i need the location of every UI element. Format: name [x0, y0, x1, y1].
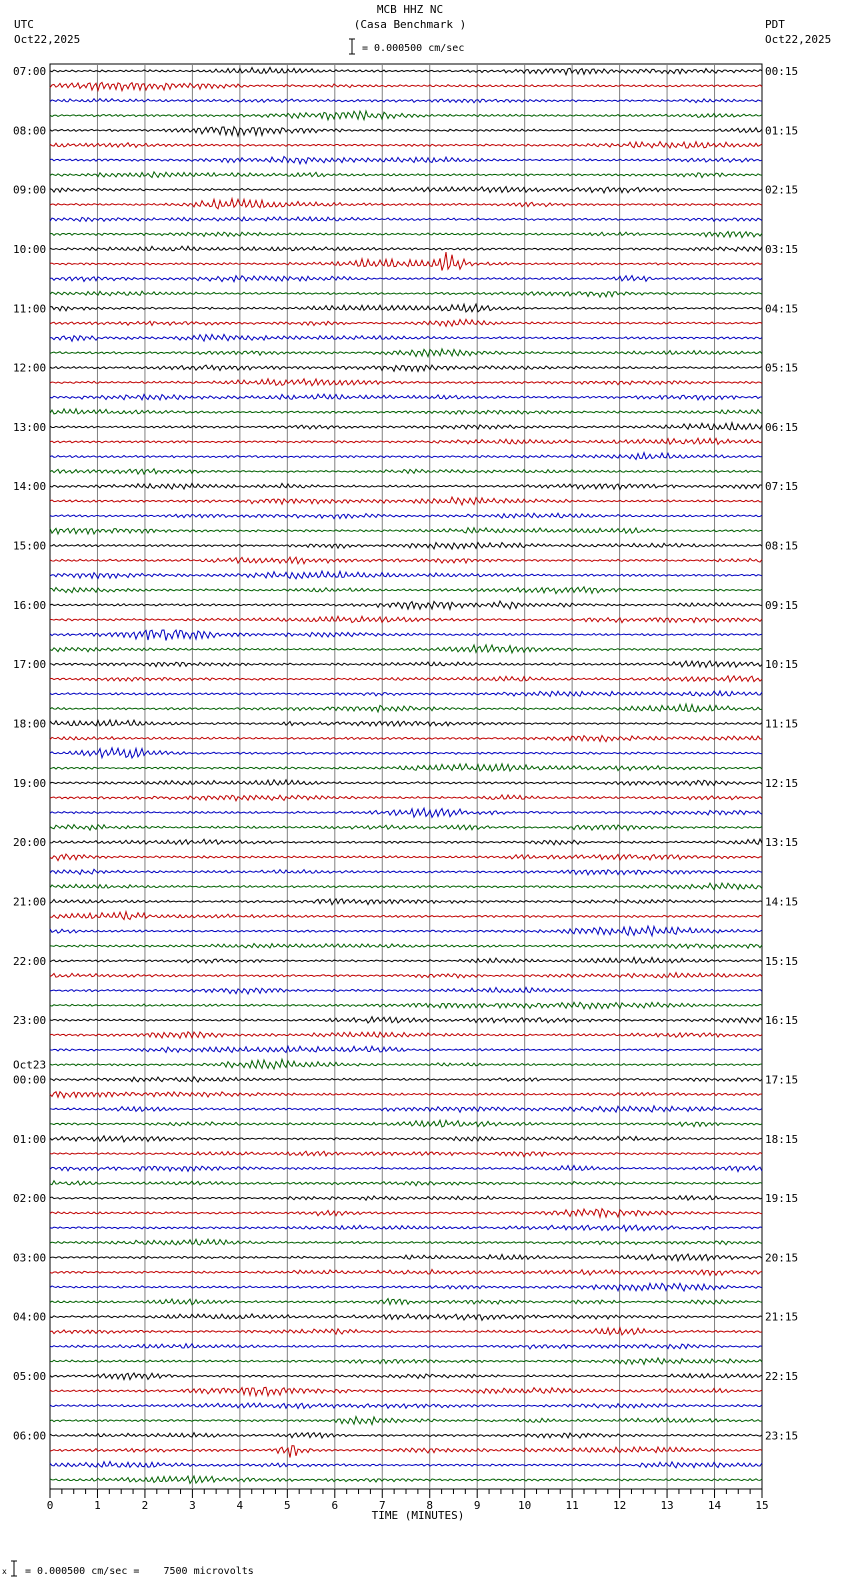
right-hour-label: 08:15	[765, 539, 799, 553]
trace-52	[50, 839, 762, 845]
x-tick-label: 11	[565, 1499, 579, 1512]
trace-17	[50, 319, 762, 326]
left-date: Oct22,2025	[14, 33, 81, 46]
trace-33	[50, 557, 762, 564]
x-tick-label: 4	[236, 1499, 244, 1512]
trace-66	[50, 1046, 762, 1052]
trace-19	[50, 349, 762, 357]
left-hour-label: 20:00	[13, 836, 47, 850]
trace-82	[50, 1283, 762, 1291]
trace-79	[50, 1239, 762, 1245]
x-tick-label: 0	[46, 1499, 54, 1512]
x-tick-label: 14	[707, 1499, 722, 1512]
right-hour-label: 07:15	[765, 480, 799, 494]
right-hour-label: 10:15	[765, 658, 799, 672]
trace-73	[50, 1151, 762, 1157]
trace-5	[50, 142, 762, 148]
right-hour-label: 20:15	[765, 1251, 799, 1265]
trace-31	[50, 528, 762, 534]
trace-25	[50, 438, 762, 444]
site-name: (Casa Benchmark )	[353, 18, 467, 31]
right-hour-label: 15:15	[765, 954, 799, 968]
left-hour-label: 11:00	[13, 302, 47, 316]
trace-95	[50, 1476, 762, 1483]
right-hour-label: 01:15	[765, 124, 799, 138]
trace-50	[50, 808, 762, 817]
trace-3	[50, 111, 762, 120]
trace-64	[50, 1017, 762, 1023]
trace-59	[50, 944, 762, 949]
left-hour-label: 09:00	[13, 183, 47, 197]
trace-92	[50, 1433, 762, 1438]
trace-45	[50, 736, 762, 742]
right-hour-label: 22:15	[765, 1370, 799, 1384]
trace-80	[50, 1254, 762, 1261]
left-hour-label: 07:00	[13, 65, 47, 78]
trace-51	[50, 825, 762, 831]
trace-18	[50, 334, 762, 341]
trace-8	[50, 187, 762, 193]
x-tick-label: 1	[94, 1499, 101, 1512]
trace-10	[50, 217, 762, 222]
trace-0	[50, 67, 762, 74]
day-change-label: Oct23	[13, 1058, 47, 1072]
right-hour-label: 21:15	[765, 1310, 799, 1324]
trace-60	[50, 957, 762, 963]
left-hour-label: 19:00	[13, 776, 47, 790]
plot-frame	[50, 64, 762, 1489]
left-hour-label: 15:00	[13, 539, 47, 553]
right-hour-label: 03:15	[765, 242, 799, 256]
trace-54	[50, 869, 762, 875]
trace-62	[50, 987, 762, 994]
trace-71	[50, 1120, 762, 1127]
x-tick-label: 15	[755, 1499, 769, 1512]
trace-13	[50, 252, 762, 270]
right-hour-label: 23:15	[765, 1429, 799, 1443]
trace-22	[50, 394, 762, 400]
left-hour-label: 22:00	[13, 954, 47, 968]
trace-36	[50, 601, 762, 609]
left-hour-label: 21:00	[13, 895, 47, 909]
trace-11	[50, 232, 762, 238]
trace-29	[50, 497, 762, 505]
left-timezone: UTC	[14, 18, 34, 31]
left-hour-label: 06:00	[13, 1429, 47, 1443]
trace-58	[50, 926, 762, 936]
trace-87	[50, 1358, 762, 1364]
trace-12	[50, 246, 762, 251]
right-hour-label: 04:15	[765, 302, 799, 316]
x-tick-label: 3	[189, 1499, 196, 1512]
right-hour-label: 16:15	[765, 1014, 799, 1028]
trace-24	[50, 423, 762, 430]
right-hour-label: 11:15	[765, 717, 799, 731]
left-hour-label: 05:00	[13, 1370, 47, 1384]
trace-47	[50, 764, 762, 771]
x-tick-label: 5	[284, 1499, 291, 1512]
trace-14	[50, 276, 762, 282]
left-hour-label: 10:00	[13, 242, 47, 256]
trace-81	[50, 1269, 762, 1275]
trace-70	[50, 1106, 762, 1112]
left-hour-label: 17:00	[13, 658, 47, 672]
left-hour-label: 18:00	[13, 717, 47, 731]
trace-34	[50, 571, 762, 579]
trace-53	[50, 854, 762, 861]
trace-91	[50, 1417, 762, 1425]
trace-67	[50, 1059, 762, 1069]
corner-mark: x	[2, 1567, 7, 1576]
trace-90	[50, 1403, 762, 1408]
right-timezone: PDT	[765, 18, 785, 31]
left-hour-label: 13:00	[13, 420, 47, 434]
right-hour-label: 05:15	[765, 361, 799, 375]
trace-42	[50, 691, 762, 697]
right-hour-label: 13:15	[765, 836, 799, 850]
trace-9	[50, 199, 762, 209]
trace-69	[50, 1092, 762, 1098]
trace-15	[50, 291, 762, 297]
trace-84	[50, 1314, 762, 1320]
right-hour-label: 14:15	[765, 895, 799, 909]
trace-85	[50, 1328, 762, 1335]
right-hour-label: 00:15	[765, 65, 799, 78]
x-tick-label: 9	[473, 1499, 481, 1512]
trace-78	[50, 1225, 762, 1231]
x-tick-label: 7	[378, 1499, 386, 1512]
trace-26	[50, 453, 762, 460]
left-hour-label: 03:00	[13, 1251, 47, 1265]
right-hour-label: 19:15	[765, 1192, 799, 1206]
x-tick-label: 13	[660, 1499, 674, 1512]
right-hour-label: 02:15	[765, 183, 799, 197]
trace-30	[50, 513, 762, 518]
trace-35	[50, 587, 762, 594]
trace-2	[50, 99, 762, 103]
trace-37	[50, 616, 762, 622]
left-hour-label: 02:00	[13, 1192, 47, 1206]
right-hour-label: 17:15	[765, 1073, 799, 1087]
left-hour-label: 08:00	[13, 124, 47, 138]
trace-40	[50, 661, 762, 668]
trace-55	[50, 883, 762, 889]
trace-6	[50, 157, 762, 164]
trace-49	[50, 795, 762, 801]
footer-scale-note: = 0.000500 cm/sec = 7500 microvolts	[25, 1566, 254, 1577]
left-hour-label: 01:00	[13, 1132, 47, 1146]
left-hour-label: 23:00	[13, 1014, 47, 1028]
x-tick-label: 2	[141, 1499, 149, 1512]
trace-41	[50, 676, 762, 682]
left-hour-label: 12:00	[13, 361, 47, 375]
trace-83	[50, 1299, 762, 1305]
trace-43	[50, 704, 762, 712]
trace-38	[50, 630, 762, 640]
scale-label: = 0.000500 cm/sec	[362, 43, 465, 54]
right-hour-label: 12:15	[765, 776, 799, 790]
trace-46	[50, 748, 762, 758]
x-tick-label: 6	[331, 1499, 339, 1512]
x-tick-label: 10	[518, 1499, 532, 1512]
trace-93	[50, 1446, 762, 1458]
trace-44	[50, 720, 762, 726]
right-hour-label: 18:15	[765, 1132, 799, 1146]
trace-74	[50, 1166, 762, 1172]
x-tick-label: 12	[612, 1499, 627, 1512]
trace-63	[50, 1002, 762, 1008]
trace-21	[50, 379, 762, 386]
trace-1	[50, 82, 762, 90]
x-tick-label: 8	[426, 1499, 434, 1512]
trace-76	[50, 1196, 762, 1201]
left-hour-label: 16:00	[13, 598, 47, 612]
footer-scale-bar-icon	[9, 1560, 19, 1578]
trace-68	[50, 1077, 762, 1082]
trace-32	[50, 542, 762, 549]
trace-86	[50, 1344, 762, 1349]
left-hour-label: 14:00	[13, 480, 47, 494]
left-hour-label: 04:00	[13, 1310, 47, 1324]
x-axis-title: TIME (MINUTES)	[371, 1509, 465, 1522]
trace-23	[50, 409, 762, 414]
trace-20	[50, 365, 762, 371]
trace-27	[50, 469, 762, 474]
trace-61	[50, 973, 762, 978]
left-hour-label: 00:00	[13, 1073, 47, 1087]
trace-94	[50, 1461, 762, 1467]
trace-48	[50, 780, 762, 786]
trace-72	[50, 1136, 762, 1142]
right-hour-label: 06:15	[765, 420, 799, 434]
station-title: MCB HHZ NC	[376, 3, 444, 16]
trace-56	[50, 899, 762, 905]
trace-28	[50, 483, 762, 489]
trace-39	[50, 645, 762, 653]
trace-16	[50, 304, 762, 312]
right-hour-label: 09:15	[765, 598, 799, 612]
trace-88	[50, 1373, 762, 1380]
trace-4	[50, 127, 762, 136]
trace-7	[50, 172, 762, 178]
trace-89	[50, 1387, 762, 1396]
trace-77	[50, 1209, 762, 1218]
trace-57	[50, 912, 762, 920]
trace-75	[50, 1181, 762, 1186]
right-date: Oct22,2025	[765, 33, 832, 46]
trace-65	[50, 1032, 762, 1038]
